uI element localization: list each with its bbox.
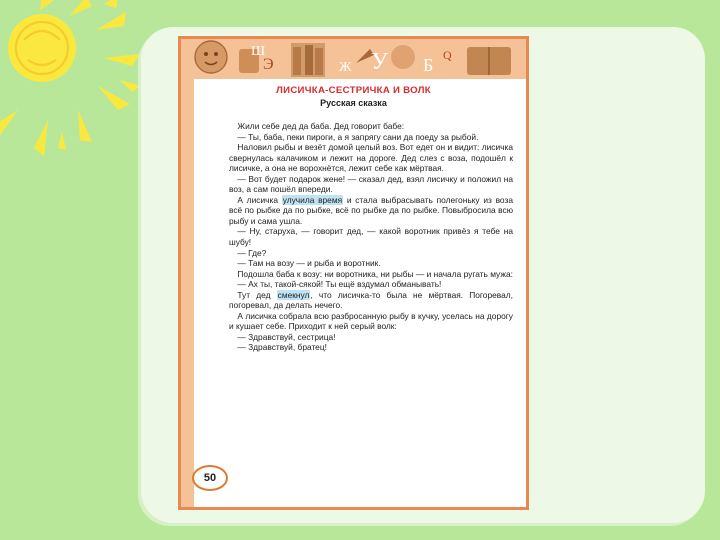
story-paragraph (229, 248, 513, 259)
text-segment: Тут дед (237, 289, 277, 300)
page-number: 50 (192, 465, 228, 491)
letter-zh: Ж (339, 60, 352, 75)
text-segment: — Здравствуй, братец! (237, 342, 327, 353)
text-segment: Наловил рыбы и везёт домой целый воз. Вот едет он и видит: лисичка свернулась калачиком и лежит на дороге. Дед слез с воза, подошёл к лисичке, а она не ворохнётся, лежит себе как мёртвая. (229, 142, 513, 174)
story-text (229, 121, 513, 353)
alphabet-illustration (181, 39, 526, 79)
text-segment: — Там на возу — и рыба и воротник. (237, 258, 381, 269)
sun-face-icon (195, 41, 227, 73)
face-icon (391, 45, 415, 69)
text-segment: — Ты, баба, пеки пироги, а я запрягу сани да поеду за рыбой. (237, 131, 479, 142)
letter-q: Q (443, 48, 452, 62)
text-segment: — Вот будет подарок жене! — сказал дед, взял лисичку и положил на воз, а сам пошёл впереди. (229, 173, 513, 195)
story-paragraph (229, 174, 513, 195)
highlighted-phrase: смекнул (277, 289, 310, 300)
story-paragraph (229, 290, 513, 311)
story-paragraph (229, 279, 513, 290)
story-paragraph (229, 132, 513, 143)
text-segment: и стала выбрасывать полегоньку из воза всё по рыбке да по рыбке, всё по рыбке да по рыбке. Повыбросила всю рыбу и сама ушла. (229, 194, 513, 226)
story-paragraph (229, 195, 513, 227)
page-margin-band (181, 79, 194, 507)
letter-sha: Ш (251, 44, 266, 59)
text-segment: — Где? (237, 247, 267, 258)
page-content (181, 39, 526, 507)
story-paragraph (229, 226, 513, 247)
story-paragraph (229, 142, 513, 174)
text-segment: Подошла баба к возу: ни воротника, ни рыбы — и начала ругать мужа: (237, 268, 513, 279)
text-segment: А лисичка собрала всю разбросанную рыбу в кучку, уселась на дорогу и кушает себе. Приходит к ней серый волк: (229, 310, 513, 332)
story-paragraph (229, 121, 513, 132)
story-paragraph (229, 258, 513, 269)
letter-b: Б (423, 55, 434, 75)
story-subtitle: Русская сказка (320, 98, 387, 108)
textbook-page (178, 36, 529, 510)
letter-u: У (371, 49, 388, 75)
story-paragraph (229, 269, 513, 280)
text-segment: , что лисичка-то была не мёртвая. Погоревал, погоревал, да делать нечего. (229, 289, 513, 311)
text-segment: Жили себе дед да баба. Дед говорит бабе: (237, 121, 405, 131)
story-paragraph (229, 342, 513, 353)
text-segment: — Здравствуй, сестрица! (237, 331, 336, 342)
story-title: ЛИСИЧКА-СЕСТРИЧКА И ВОЛК (276, 85, 431, 96)
text-segment: — Ах ты, такой-сякой! Ты ещё вздумал обманывать! (237, 279, 442, 290)
story-paragraph (229, 311, 513, 332)
highlighted-phrase: улучила время (282, 194, 343, 205)
text-segment: — Ну, старуха, — говорит дед, — какой воротник привёз я тебе на шубу! (229, 226, 513, 248)
header-illustration (181, 39, 526, 79)
story-paragraph (229, 332, 513, 343)
text-segment: А лисичка (237, 194, 282, 205)
letter-e: Э (263, 56, 274, 73)
